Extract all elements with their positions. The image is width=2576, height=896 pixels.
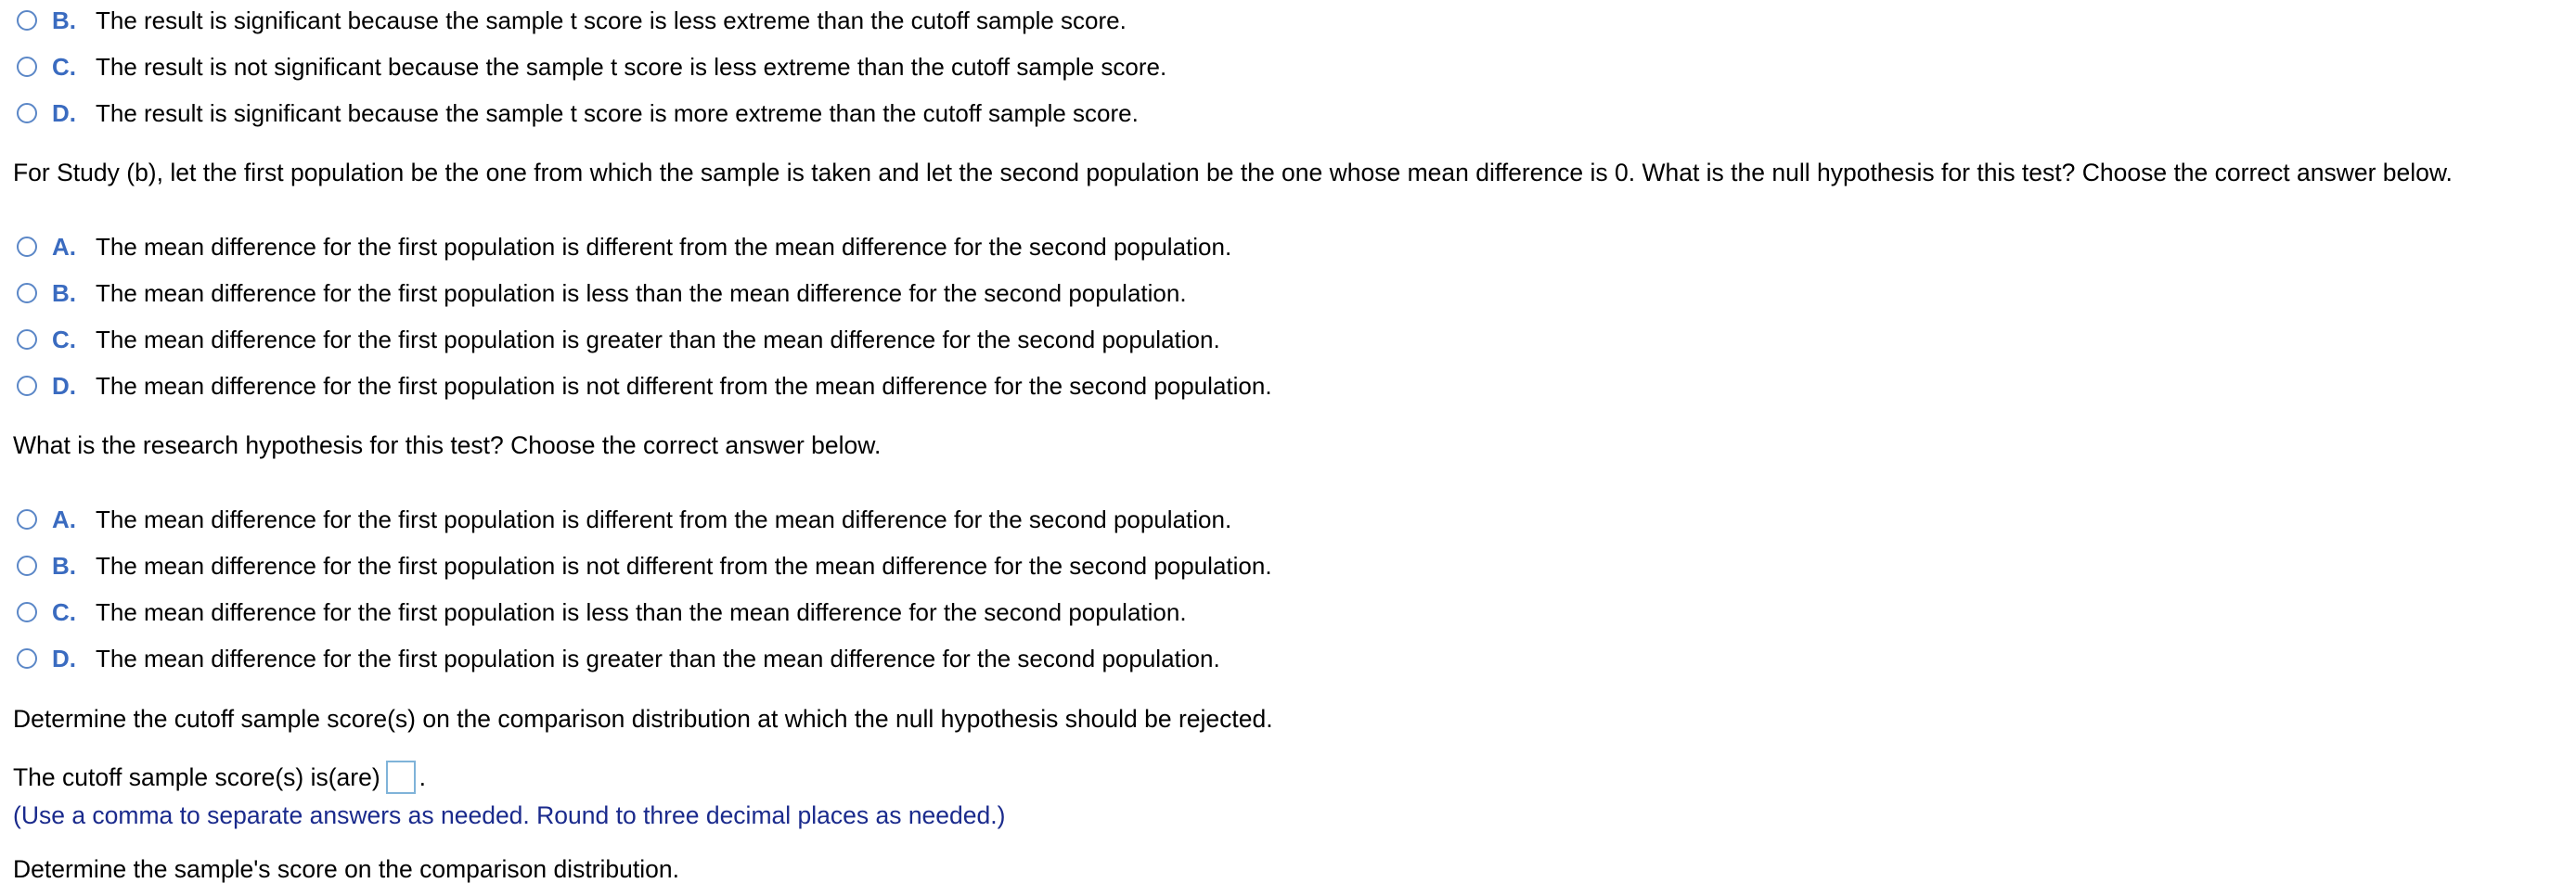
option-text: The result is significant because the sample t score is less extreme than the cutoff sample score. bbox=[96, 6, 1127, 34]
cutoff-answer-period: . bbox=[419, 762, 427, 791]
option-text: The mean difference for the first population is not different from the mean difference for the second population. bbox=[96, 551, 1272, 580]
cutoff-answer-input[interactable] bbox=[386, 761, 416, 794]
radio-button[interactable] bbox=[17, 237, 37, 257]
option-text: The mean difference for the first population is different from the mean difference for the second population. bbox=[96, 505, 1232, 533]
radio-button[interactable] bbox=[17, 602, 37, 622]
option-letter: A. bbox=[52, 232, 76, 261]
radio-button[interactable] bbox=[17, 10, 37, 31]
research-prompt: What is the research hypothesis for this test? Choose the correct answer below. bbox=[13, 431, 882, 459]
radio-button[interactable] bbox=[17, 57, 37, 77]
option-letter: B. bbox=[52, 6, 76, 34]
option-letter: A. bbox=[52, 505, 76, 533]
option-letter: D. bbox=[52, 371, 76, 400]
radio-button[interactable] bbox=[17, 283, 37, 303]
sample-score-prompt: Determine the sample's score on the comparison distribution. bbox=[13, 855, 679, 883]
option-letter: D. bbox=[52, 98, 76, 127]
radio-button[interactable] bbox=[17, 329, 37, 350]
option-letter: D. bbox=[52, 644, 76, 672]
radio-button[interactable] bbox=[17, 509, 37, 530]
option-text: The mean difference for the first population is different from the mean difference for the second population. bbox=[96, 232, 1232, 261]
radio-button[interactable] bbox=[17, 648, 37, 669]
radio-button[interactable] bbox=[17, 103, 37, 123]
option-text: The mean difference for the first population is less than the mean difference for the second population. bbox=[96, 278, 1187, 307]
cutoff-hint: (Use a comma to separate answers as needed. Round to three decimal places as needed.) bbox=[13, 801, 1006, 829]
option-text: The mean difference for the first population is greater than the mean difference for the second population. bbox=[96, 325, 1220, 353]
option-letter: B. bbox=[52, 278, 76, 307]
cutoff-prompt: Determine the cutoff sample score(s) on the comparison distribution at which the null hypothesis should be rejected. bbox=[13, 705, 1273, 733]
option-text: The mean difference for the first population is less than the mean difference for the second population. bbox=[96, 597, 1187, 626]
option-text: The mean difference for the first population is greater than the mean difference for the second population. bbox=[96, 644, 1220, 672]
option-text: The result is significant because the sample t score is more extreme than the cutoff sample score. bbox=[96, 98, 1139, 127]
option-text: The result is not significant because the sample t score is less extreme than the cutoff sample score. bbox=[96, 52, 1167, 81]
cutoff-answer-label: The cutoff sample score(s) is(are) bbox=[13, 762, 380, 791]
study-b-prompt: For Study (b), let the first population be the one from which the sample is taken and let the second population be the one whose mean difference is 0. What is the null hypothesis for this test? Choose the correct answer below. bbox=[13, 159, 2453, 186]
radio-button[interactable] bbox=[17, 556, 37, 576]
cutoff-answer-line bbox=[13, 761, 426, 794]
radio-button[interactable] bbox=[17, 376, 37, 396]
option-text: The mean difference for the first population is not different from the mean difference for the second population. bbox=[96, 371, 1272, 400]
option-letter: C. bbox=[52, 597, 76, 626]
option-letter: C. bbox=[52, 52, 76, 81]
option-letter: C. bbox=[52, 325, 76, 353]
option-letter: B. bbox=[52, 551, 76, 580]
